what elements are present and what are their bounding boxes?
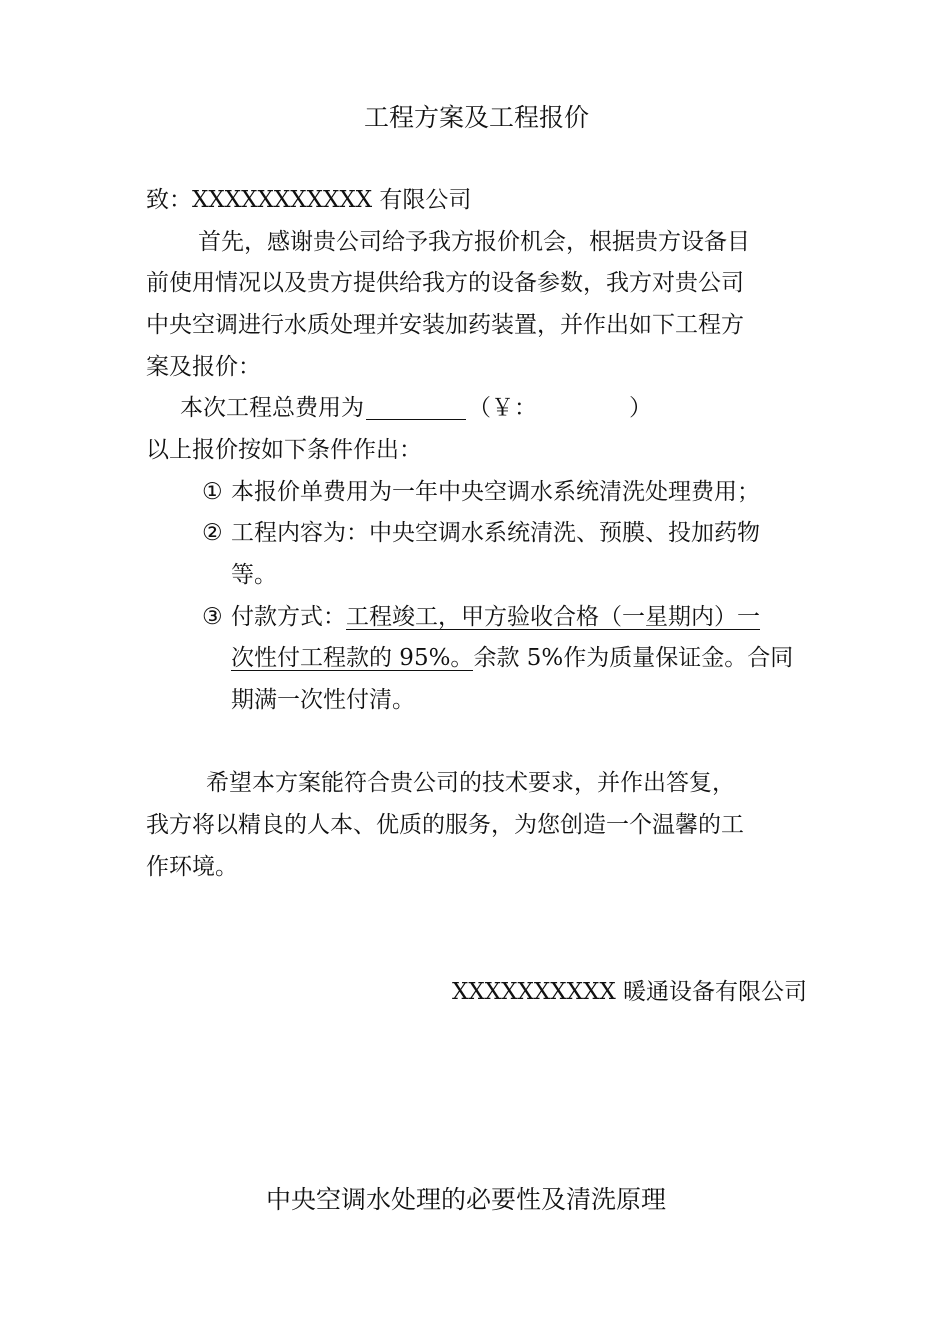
payment-terms-underlined-1: 工程竣工，甲方验收合格（一星期内）一 xyxy=(346,604,760,630)
payment-terms-underlined-2: 次性付工程款的 95%。 xyxy=(231,645,474,671)
intro-line-1: 首先，感谢贵公司给予我方报价机会，根据贵方设备目 xyxy=(198,229,750,255)
recipient-line: 致：XXXXXXXXXXX 有限公司 xyxy=(146,187,472,213)
condition-item-3-marker: ③ xyxy=(202,604,223,630)
payment-terms-rest: 余款 5%作为质量保证金。合同 xyxy=(473,645,794,671)
conditions-intro: 以上报价按如下条件作出： xyxy=(146,437,422,463)
section-title: 中央空调水处理的必要性及清洗原理 xyxy=(266,1185,667,1214)
condition-item-2-text-1: 工程内容为：中央空调水系统清洗、预膜、投加药物 xyxy=(231,520,760,546)
total-cost-line xyxy=(180,397,652,420)
closing-line-3: 作环境。 xyxy=(146,854,238,880)
condition-item-2-marker: ② xyxy=(202,520,223,546)
total-cost-blank xyxy=(366,397,466,420)
total-cost-paren-open: （￥： xyxy=(468,395,537,421)
intro-line-3: 中央空调进行水质处理并安装加药装置，并作出如下工程方 xyxy=(146,312,744,338)
total-cost-paren-close: ） xyxy=(629,395,652,421)
closing-line-2: 我方将以精良的人本、优质的服务，为您创造一个温馨的工 xyxy=(146,812,744,838)
condition-item-3-line-3: 期满一次性付清。 xyxy=(231,687,415,713)
intro-line-4: 案及报价： xyxy=(146,354,261,380)
condition-item-1-text: 本报价单费用为一年中央空调水系统清洗处理费用； xyxy=(231,479,760,505)
signature-company: XXXXXXXXXX 暖通设备有限公司 xyxy=(452,979,808,1005)
condition-item-1-marker: ① xyxy=(202,479,223,505)
payment-label: 付款方式： xyxy=(231,604,346,630)
condition-item-3-line-1 xyxy=(231,606,760,630)
condition-item-2-text-2: 等。 xyxy=(231,562,277,588)
intro-line-2: 前使用情况以及贵方提供给我方的设备参数，我方对贵公司 xyxy=(146,270,744,296)
closing-line-1: 希望本方案能符合贵公司的技术要求，并作出答复， xyxy=(206,770,735,796)
document-title: 工程方案及工程报价 xyxy=(364,103,590,132)
total-cost-label: 本次工程总费用为 xyxy=(180,395,364,421)
condition-item-3-line-2 xyxy=(231,647,793,671)
